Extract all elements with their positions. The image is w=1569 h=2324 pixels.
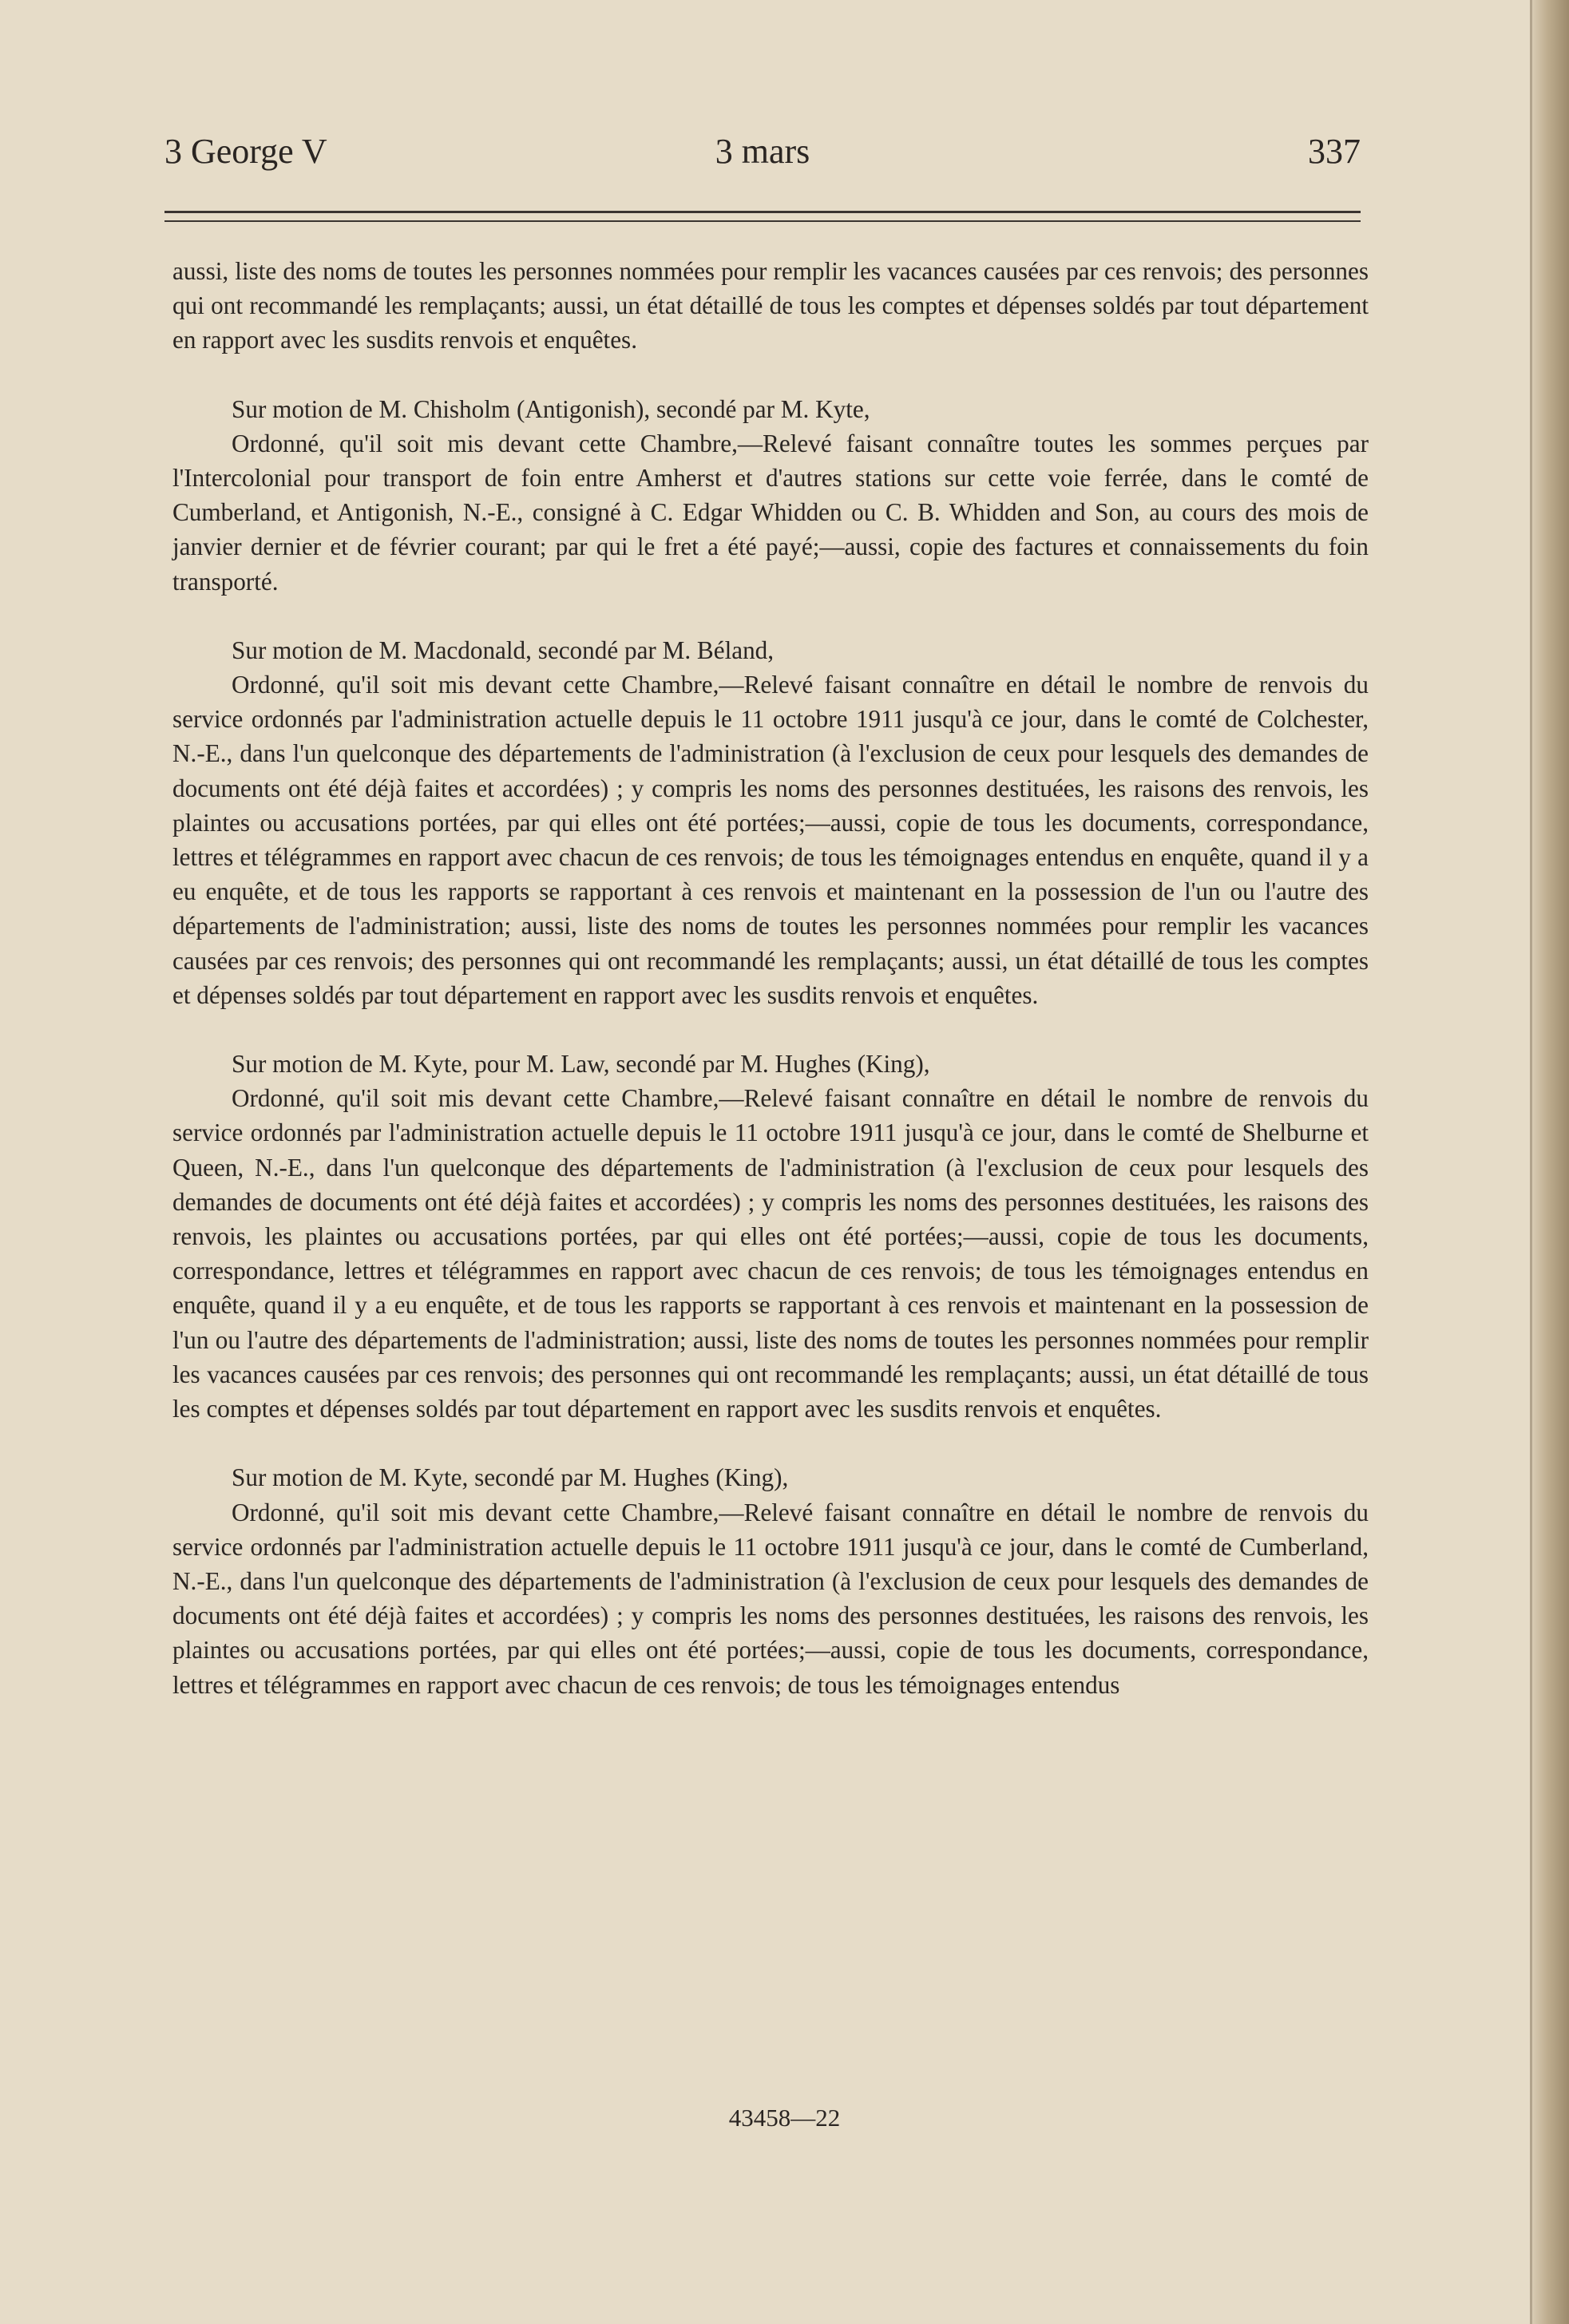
section-gap: [172, 1012, 1369, 1047]
motion-line-kyte: Sur motion de M. Kyte, secondé par M. Hughes (King),: [232, 1463, 789, 1492]
order-paragraph-kyte: Ordonné, qu'il soit mis devant cette Chambre,—Relevé faisant connaître en détail le nombre de renvois du service ordonnés par l'administration actuelle depuis le 11 octobre 1911 jusqu'à ce jour, dans le comté de Cumberland, N.-E., dans l'un quelconque des départements de l'administration (à l'exclusion de ceux pour lesquels des demandes de documents ont été déjà faites et accordées) ; y compris les noms des personnes destituées, les raisons des renvois, les plaintes ou accusations portées, par qui elles ont été portées;—aussi, copie de tous les documents, correspondance, lettres et télégrammes en rapport avec chacun de ces renvois; de tous les témoignages entendus: [172, 1498, 1369, 1699]
order-paragraph-chisholm: Ordonné, qu'il soit mis devant cette Chambre,—Relevé faisant connaître toutes les sommes perçues par l'Intercolonial pour transport de foin entre Amherst et d'autres stations sur cette voie ferrée, dans le comté de Cumberland, et Antigonish, N.-E., consigné à C. Edgar Whidden ou C. B. Whidden and Son, au cours des mois de janvier dernier et de février courant; par qui le fret a été payé;—aussi, copie des factures et connaissements du foin transporté.: [172, 429, 1369, 596]
page-body: [172, 254, 1369, 1702]
motion-line-kyte-law: Sur motion de M. Kyte, pour M. Law, secondé par M. Hughes (King),: [232, 1050, 930, 1079]
printer-signature: 43458—22: [728, 2104, 841, 2132]
section-gap: [172, 358, 1369, 392]
order-paragraph-kyte-law: Ordonné, qu'il soit mis devant cette Chambre,—Relevé faisant connaître en détail le nombre de renvois du service ordonnés par l'administration actuelle depuis le 11 octobre 1911 jusqu'à ce jour, dans le comté de Shelburne et Queen, N.-E., dans l'un quelconque des départements de l'administration (à l'exclusion de ceux pour lesquels des demandes de documents ont été déjà faites et accordées) ; y compris les noms des personnes destituées, les raisons des renvois, les plaintes ou accusations portées, par qui elles ont été portées;—aussi, copie de tous les documents, correspondance, lettres et télégrammes en rapport avec chacun de ces renvois; de tous les témoignages entendus en enquête, quand il y a eu enquête, et de tous les rapports se rapportant à ces renvois et maintenant en la possession de l'un ou l'autre des départements de l'administration; aussi, liste des noms de toutes les personnes nommées pour remplir les vacances causées par ces renvois; des personnes qui ont recommandé les remplaçants; aussi, un état détaillé de tous les comptes et dépenses soldés par tout département en rapport avec les susdits renvois et enquêtes.: [172, 1084, 1369, 1423]
motion-line-macdonald: Sur motion de M. Macdonald, secondé par M. Béland,: [232, 635, 775, 664]
continued-paragraph: aussi, liste des noms de toutes les personnes nommées pour remplir les vacances causées par ces renvois; des personnes qui ont recommandé les remplaçants; aussi, un état détaillé de tous les comptes et dépenses soldés par tout département en rapport avec les susdits renvois et enquêtes.: [172, 257, 1369, 354]
page-binding-edge: [1532, 0, 1569, 2324]
order-paragraph-macdonald: Ordonné, qu'il soit mis devant cette Chambre,—Relevé faisant connaître en détail le nombre de renvois du service ordonnés par l'administration actuelle depuis le 11 octobre 1911 jusqu'à ce jour, dans le comté de Colchester, N.-E., dans l'un quelconque des départements de l'administration (à l'exclusion de ceux pour lesquels des demandes de documents ont été déjà faites et accordées) ; y compris les noms des personnes destituées, les raisons des renvois, les plaintes ou accusations portées, par qui elles ont été portées;—aussi, copie de tous les documents, correspondance, lettres et télégrammes en rapport avec chacun de ces renvois; de tous les témoignages entendus en enquête, quand il y a eu enquête, et de tous les rapports se rapportant à ces renvois et maintenant en la possession de l'un ou l'autre des départements de l'administration; aussi, liste des noms de toutes les personnes nommées pour remplir les vacances causées par ces renvois; des personnes qui ont recommandé les remplaçants; aussi, un état détaillé de tous les comptes et dépenses soldés par tout département en rapport avec les susdits renvois et enquêtes.: [172, 671, 1369, 1009]
header-regnal-year: 3 George V: [164, 132, 327, 171]
page-number: 337: [1308, 132, 1361, 171]
motion-line-chisholm: Sur motion de M. Chisholm (Antigonish), secondé par M. Kyte,: [232, 394, 870, 423]
running-header: [164, 128, 1361, 176]
header-date: 3 mars: [715, 132, 810, 171]
header-double-rule: [164, 211, 1361, 222]
section-gap: [172, 1426, 1369, 1460]
section-gap: [172, 599, 1369, 633]
page-fold-line: [1530, 0, 1532, 2324]
